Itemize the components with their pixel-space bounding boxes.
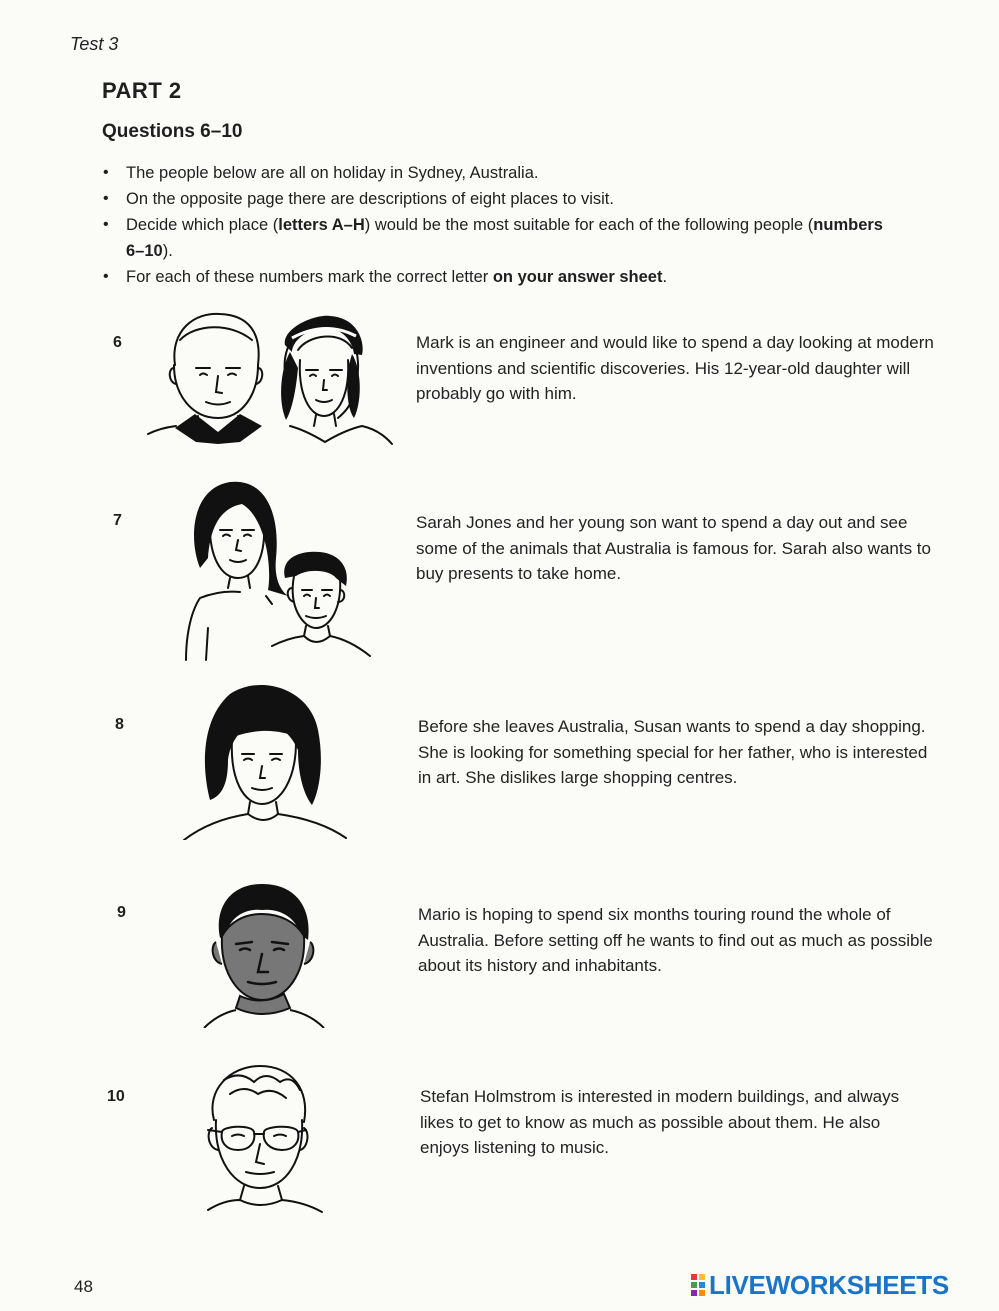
young-man-portrait [200,878,330,1028]
question-number: 8 [115,716,124,733]
person-item-8 [0,680,999,840]
mother-and-son-portrait [180,478,380,663]
part-title: PART 2 [102,78,182,103]
person-item-10 [0,1060,999,1220]
test-label: Test 3 [70,34,119,54]
brand-name: LIVEWORKSHEETS [709,1269,949,1300]
person-item-9 [0,868,999,1038]
instructions-list [102,160,902,290]
person-description: Mark is an engineer and would like to spend a day looking at modern inventions and scientific discoveries. His 12-year-old daughter will probably go with him. [416,333,934,403]
person-item-6 [0,310,999,450]
bullet-icon: • [103,190,109,207]
bullet-icon: • [103,164,109,181]
person-item-7 [0,478,999,668]
liveworksheets-logo[interactable] [690,1270,949,1300]
question-number: 7 [113,512,122,529]
person-description: Sarah Jones and her young son want to spend a day out and see some of the animals that Australia is famous for. Sarah also wants to buy presents to take home. [416,513,931,583]
person-description: Stefan Holmstrom is interested in modern buildings, and always likes to get to know as much as possible about them. He also enjoys listening to music. [420,1087,900,1157]
question-number: 9 [117,904,126,921]
bullet-icon: • [103,268,109,285]
man-and-daughter-portrait [140,310,395,450]
woman-portrait [180,680,350,840]
person-description: Mario is hoping to spend six months touring round the whole of Australia. Before setting off he wants to find out as much as possible about its history and inhabitants. [418,905,933,975]
man-with-glasses-portrait [200,1060,330,1220]
instruction-item: • On the opposite page there are descriptions of eight places to visit. [102,186,902,212]
bullet-icon: • [103,216,109,233]
instruction-item: • The people below are all on holiday in Sydney, Australia. [102,160,902,186]
question-number: 10 [107,1088,125,1105]
questions-heading: Questions 6–10 [102,121,243,142]
instruction-item: • Decide which place (letters A–H) would be the most suitable for each of the following people (numbers 6–10). [102,212,902,264]
person-description: Before she leaves Australia, Susan wants to spend a day shopping. She is looking for something special for her father, who is interested in art. She dislikes large shopping centres. [418,717,928,787]
question-number: 6 [113,334,122,351]
instruction-item: • For each of these numbers mark the correct letter on your answer sheet. [102,264,902,290]
brand-mosaic-icon [690,1273,706,1297]
page-number: 48 [74,1277,93,1296]
